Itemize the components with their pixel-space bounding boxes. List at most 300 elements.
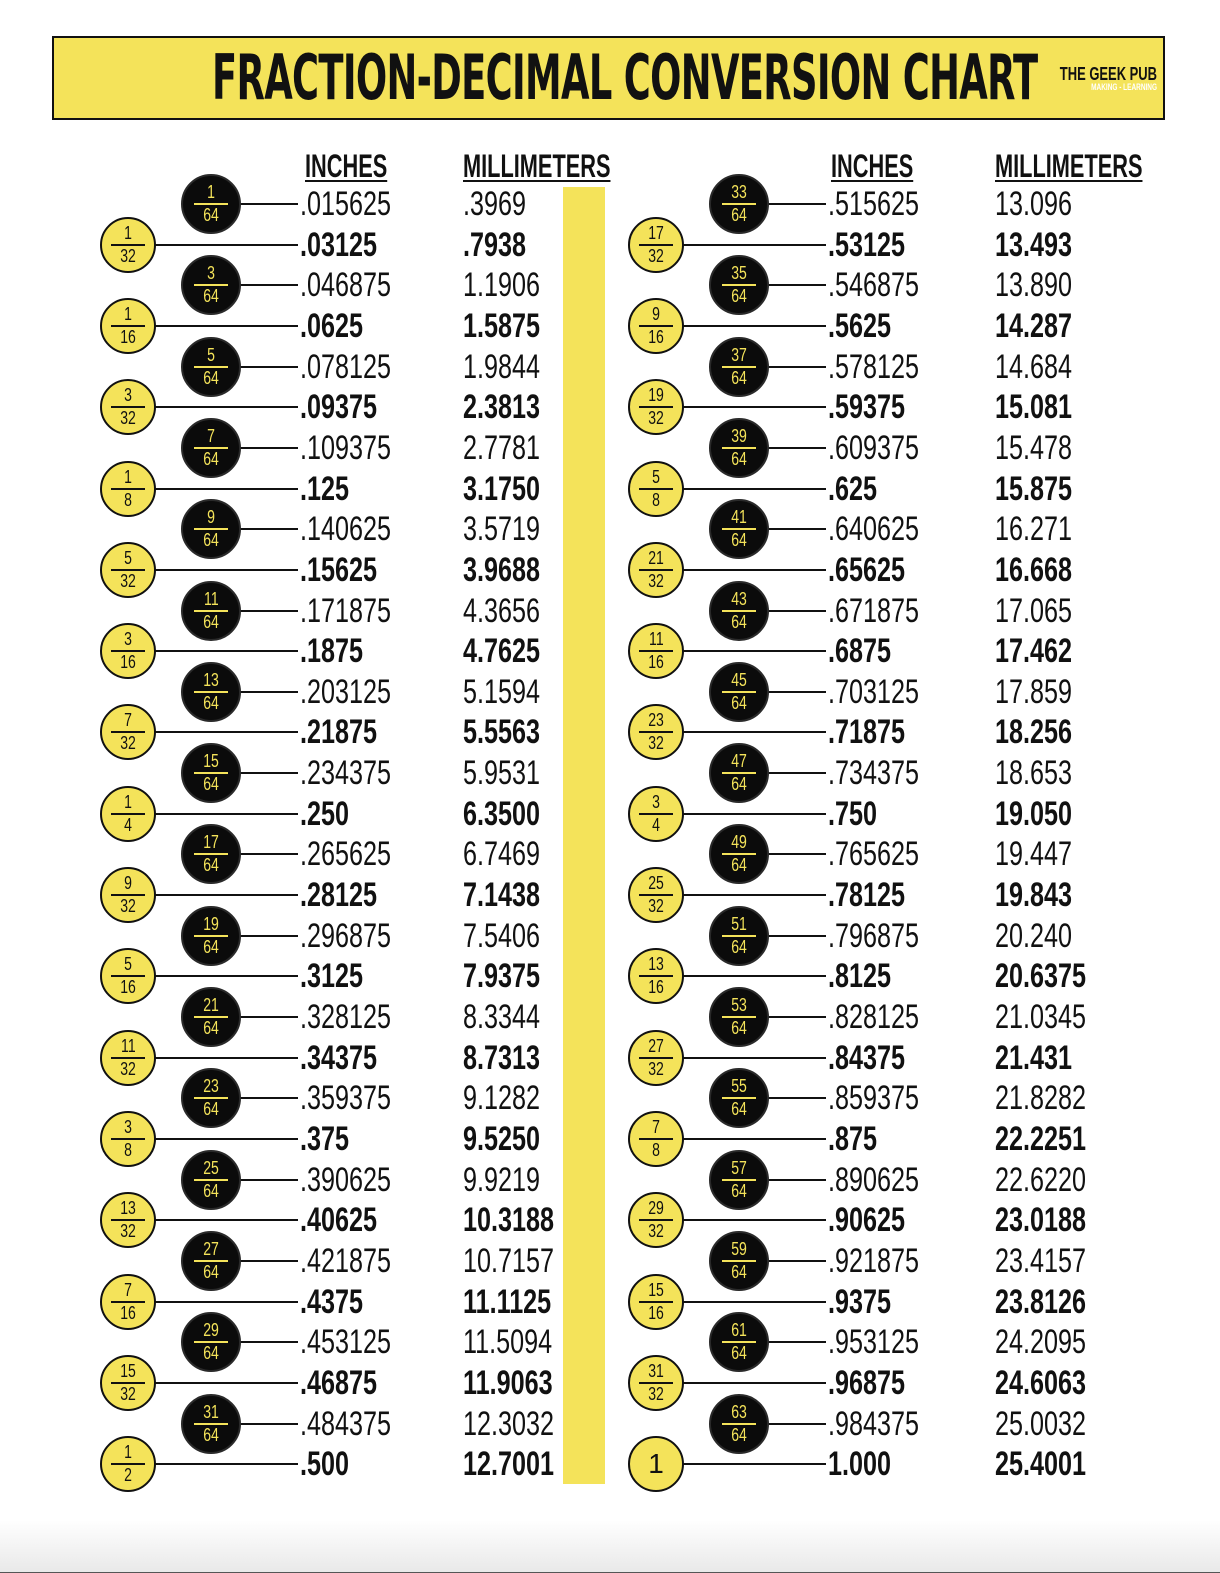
fraction-numerator: 1 <box>124 303 132 324</box>
fraction-badge <box>100 1111 156 1167</box>
fraction-numerator: 1 <box>207 182 215 202</box>
leader-line <box>240 935 298 937</box>
fraction-badge <box>100 623 156 679</box>
fraction-denominator: 64 <box>203 530 219 551</box>
millimeters-value: 10.7157 <box>463 1241 554 1280</box>
leader-line <box>683 488 826 490</box>
inches-value: .875 <box>828 1119 877 1158</box>
fraction-numerator: 55 <box>731 1076 747 1097</box>
leader-line <box>155 325 298 327</box>
inches-value: .015625 <box>300 185 391 223</box>
fraction-denominator: 64 <box>203 1261 219 1282</box>
inches-value: .28125 <box>300 876 377 915</box>
inches-value: .859375 <box>828 1079 919 1118</box>
inches-value: .296875 <box>300 916 391 955</box>
fraction-denominator: 32 <box>120 408 136 429</box>
leader-line <box>768 1097 826 1099</box>
millimeters-value: 10.3188 <box>463 1201 554 1240</box>
fraction-badge <box>100 867 156 923</box>
millimeters-value: 4.7625 <box>463 632 540 671</box>
millimeters-value: 13.096 <box>995 185 1072 223</box>
fraction-badge <box>181 662 241 722</box>
leader-line <box>683 975 826 977</box>
fraction-badge <box>709 337 769 397</box>
inches-value: .40625 <box>300 1201 377 1240</box>
fraction-numerator: 59 <box>731 1238 747 1259</box>
inches-value: .453125 <box>300 1323 391 1362</box>
fraction-numerator: 51 <box>731 913 747 934</box>
millimeters-value: 17.065 <box>995 591 1072 630</box>
leader-line <box>155 406 298 408</box>
fraction-numerator: 25 <box>203 1157 219 1178</box>
millimeters-value: 18.256 <box>995 713 1072 752</box>
inches-value: .578125 <box>828 347 919 386</box>
leader-line <box>768 447 826 449</box>
fraction-numerator: 45 <box>731 669 747 690</box>
fraction-badge <box>709 743 769 803</box>
fraction-denominator: 8 <box>124 489 132 510</box>
inches-value: .921875 <box>828 1241 919 1280</box>
fraction-denominator: 64 <box>203 367 219 388</box>
fraction-denominator: 64 <box>731 611 747 632</box>
fraction-numerator: 23 <box>648 710 664 731</box>
inches-value: .78125 <box>828 876 905 915</box>
fraction-numerator: 17 <box>203 832 219 853</box>
fraction-badge <box>628 461 684 517</box>
fraction-denominator: 16 <box>648 326 664 347</box>
fraction-denominator: 64 <box>731 936 747 957</box>
millimeters-value: 25.0032 <box>995 1404 1086 1443</box>
fraction-badge <box>181 743 241 803</box>
fraction-denominator: 32 <box>648 1383 664 1404</box>
fraction-denominator: 64 <box>203 611 219 632</box>
inches-value: .1875 <box>300 632 363 671</box>
fraction-badge <box>100 1436 156 1492</box>
fraction-badge <box>628 867 684 923</box>
leader-line <box>683 894 826 896</box>
leader-line <box>155 975 298 977</box>
fraction-badge <box>628 217 684 273</box>
fraction-badge <box>181 418 241 478</box>
inches-value: .9375 <box>828 1282 891 1321</box>
fraction-numerator: 29 <box>203 1320 219 1341</box>
leader-line <box>240 203 298 205</box>
fraction-denominator: 64 <box>731 855 747 876</box>
inches-value: .84375 <box>828 1038 905 1077</box>
fraction-numerator: 1 <box>124 466 132 487</box>
fraction-badge <box>628 1030 684 1086</box>
millimeters-value: 17.462 <box>995 632 1072 671</box>
millimeters-value: 9.9219 <box>463 1160 540 1199</box>
inches-value: .890625 <box>828 1160 919 1199</box>
leader-line <box>155 1301 298 1303</box>
brand-tagline: MAKING - LEARNING <box>1091 82 1157 92</box>
fraction-numerator: 9 <box>124 873 132 894</box>
fraction-denominator: 8 <box>124 1139 132 1160</box>
leader-line <box>768 853 826 855</box>
fraction-numerator: 13 <box>203 669 219 690</box>
millimeters-value: 19.447 <box>995 835 1072 874</box>
millimeters-value: 9.5250 <box>463 1119 540 1158</box>
fraction-denominator: 64 <box>203 1180 219 1201</box>
leader-line <box>768 528 826 530</box>
fraction-denominator: 16 <box>120 1302 136 1323</box>
millimeters-value: 21.431 <box>995 1038 1072 1077</box>
leader-line <box>155 894 298 896</box>
inches-value: .203125 <box>300 672 391 711</box>
millimeters-value: 6.3500 <box>463 794 540 833</box>
fraction-denominator: 64 <box>731 1180 747 1201</box>
fraction-numerator: 31 <box>203 1401 219 1422</box>
millimeters-value: 12.3032 <box>463 1404 554 1443</box>
fraction-numerator: 15 <box>648 1279 664 1300</box>
leader-line <box>683 1057 826 1059</box>
inches-value: .750 <box>828 794 877 833</box>
fraction-numerator: 15 <box>203 751 219 772</box>
fraction-numerator: 31 <box>648 1360 664 1381</box>
inches-value: .109375 <box>300 428 391 467</box>
fraction-badge <box>181 255 241 315</box>
fraction-badge <box>628 379 684 435</box>
fraction-badge <box>709 174 769 234</box>
leader-line <box>240 691 298 693</box>
fraction-denominator: 64 <box>731 692 747 713</box>
millimeters-value: 11.1125 <box>463 1282 552 1321</box>
fraction-badge <box>100 1355 156 1411</box>
fraction-badge <box>181 174 241 234</box>
fraction-denominator: 32 <box>120 1221 136 1242</box>
fraction-denominator: 64 <box>731 286 747 307</box>
fraction-denominator: 32 <box>648 408 664 429</box>
fraction-numerator: 3 <box>124 629 132 650</box>
fraction-numerator: 27 <box>203 1238 219 1259</box>
leader-line <box>683 325 826 327</box>
whole-number: 1 <box>648 1448 664 1480</box>
leader-line <box>683 406 826 408</box>
leader-line <box>240 1341 298 1343</box>
fraction-badge <box>709 1231 769 1291</box>
fraction-denominator: 16 <box>120 652 136 673</box>
fraction-badge <box>709 499 769 559</box>
inches-value: .8125 <box>828 957 891 996</box>
leader-line <box>240 1423 298 1425</box>
fraction-denominator: 16 <box>648 977 664 998</box>
fraction-numerator: 53 <box>731 995 747 1015</box>
fraction-numerator: 3 <box>124 385 132 406</box>
fraction-badge <box>628 542 684 598</box>
fraction-badge <box>100 786 156 842</box>
fraction-badge <box>628 298 684 354</box>
leader-line <box>683 1382 826 1384</box>
fraction-denominator: 64 <box>731 205 747 225</box>
fraction-numerator: 39 <box>731 425 747 446</box>
fraction-badge <box>100 217 156 273</box>
fraction-numerator: 1 <box>124 791 132 812</box>
inches-value: .671875 <box>828 591 919 630</box>
leader-line <box>683 813 826 815</box>
leader-line <box>240 1016 298 1018</box>
inches-value: .640625 <box>828 510 919 549</box>
millimeters-value: 8.7313 <box>463 1038 540 1077</box>
inches-value: .0625 <box>300 306 363 345</box>
inches-value: .3125 <box>300 957 363 996</box>
fraction-badge <box>100 542 156 598</box>
fraction-numerator: 5 <box>207 344 215 365</box>
fraction-denominator: 64 <box>203 1424 219 1445</box>
yellow-divider-stripe <box>563 187 605 1484</box>
fraction-denominator: 64 <box>203 1099 219 1120</box>
millimeters-value: 15.081 <box>995 388 1072 427</box>
fraction-badge <box>709 581 769 641</box>
inches-value: .03125 <box>300 225 377 264</box>
page-title: FRACTION-DECIMAL CONVERSION CHART <box>212 41 1038 114</box>
inches-value: .359375 <box>300 1079 391 1118</box>
inches-value: .796875 <box>828 916 919 955</box>
millimeters-value: 22.6220 <box>995 1160 1086 1199</box>
inches-value: .265625 <box>300 835 391 874</box>
millimeters-value: 2.7781 <box>463 428 540 467</box>
fraction-numerator: 5 <box>124 547 132 568</box>
fraction-denominator: 32 <box>120 733 136 754</box>
fraction-denominator: 32 <box>648 733 664 754</box>
millimeters-value: 24.2095 <box>995 1323 1086 1362</box>
inches-value: .250 <box>300 794 349 833</box>
fraction-numerator: 27 <box>648 1035 664 1056</box>
leader-line <box>683 1138 826 1140</box>
fraction-badge <box>100 298 156 354</box>
millimeters-value: 1.1906 <box>463 266 540 305</box>
fraction-badge <box>181 1312 241 1372</box>
fraction-denominator: 32 <box>120 245 136 266</box>
leader-line <box>155 731 298 733</box>
leader-line <box>768 203 826 205</box>
millimeters-value: 13.890 <box>995 266 1072 305</box>
leader-line <box>155 1463 298 1465</box>
leader-line <box>155 1138 298 1140</box>
fraction-denominator: 64 <box>731 367 747 388</box>
fraction-denominator: 64 <box>203 286 219 307</box>
inches-value: 1.000 <box>828 1445 891 1484</box>
fraction-badge <box>628 1111 684 1167</box>
inches-value: .421875 <box>300 1241 391 1280</box>
millimeters-value: 5.5563 <box>463 713 540 752</box>
leader-line <box>155 244 298 246</box>
fraction-denominator: 32 <box>120 1383 136 1404</box>
fraction-badge <box>181 987 241 1047</box>
fraction-denominator: 4 <box>124 814 132 835</box>
fraction-badge <box>628 1274 684 1330</box>
fraction-denominator: 32 <box>648 896 664 917</box>
fraction-numerator: 37 <box>731 344 747 365</box>
leader-line <box>240 528 298 530</box>
inches-value: .500 <box>300 1445 349 1484</box>
fraction-badge <box>181 1231 241 1291</box>
fraction-badge <box>100 1192 156 1248</box>
millimeters-value: 20.240 <box>995 916 1072 955</box>
millimeters-value: 1.9844 <box>463 347 540 386</box>
fraction-numerator: 47 <box>731 751 747 772</box>
fraction-numerator: 25 <box>648 873 664 894</box>
fraction-badge <box>181 1068 241 1128</box>
inches-value: .328125 <box>300 998 391 1036</box>
leader-line <box>683 1301 826 1303</box>
inches-header-right: INCHES <box>831 148 914 184</box>
inches-header-left: INCHES <box>305 148 388 184</box>
millimeters-value: .3969 <box>463 185 526 223</box>
millimeters-value: 5.9531 <box>463 754 540 793</box>
fraction-numerator: 49 <box>731 832 747 853</box>
fraction-denominator: 16 <box>648 652 664 673</box>
fraction-denominator: 64 <box>203 936 219 957</box>
millimeters-value: 2.3813 <box>463 388 540 427</box>
leader-line <box>768 691 826 693</box>
inches-value: .484375 <box>300 1404 391 1443</box>
inches-value: .703125 <box>828 672 919 711</box>
fraction-denominator: 2 <box>124 1465 132 1486</box>
millimeters-value: 21.0345 <box>995 998 1086 1036</box>
fraction-numerator: 29 <box>648 1198 664 1219</box>
fraction-numerator: 5 <box>124 954 132 975</box>
fraction-denominator: 32 <box>120 1058 136 1079</box>
millimeters-value: 16.668 <box>995 550 1072 589</box>
millimeters-value: 14.684 <box>995 347 1072 386</box>
millimeters-value: 23.8126 <box>995 1282 1086 1321</box>
leader-line <box>155 813 298 815</box>
inches-value: .4375 <box>300 1282 363 1321</box>
fraction-numerator: 1 <box>124 222 132 243</box>
millimeters-value: 25.4001 <box>995 1445 1086 1484</box>
fraction-badge <box>181 1150 241 1210</box>
fraction-badge <box>709 1150 769 1210</box>
fraction-denominator: 64 <box>203 1343 219 1364</box>
inches-value: .828125 <box>828 998 919 1036</box>
fraction-badge <box>100 1274 156 1330</box>
fraction-badge <box>628 948 684 1004</box>
millimeters-value: 11.9063 <box>463 1363 553 1402</box>
fraction-badge <box>628 786 684 842</box>
fraction-badge <box>709 418 769 478</box>
fraction-denominator: 64 <box>731 530 747 551</box>
leader-line <box>768 1016 826 1018</box>
window-bottom-edge <box>0 1520 1220 1573</box>
leader-line <box>155 1382 298 1384</box>
fraction-numerator: 1 <box>124 1442 132 1463</box>
leader-line <box>683 731 826 733</box>
fraction-numerator: 3 <box>207 263 215 284</box>
leader-line <box>240 1179 298 1181</box>
fraction-badge <box>709 1312 769 1372</box>
inches-value: .953125 <box>828 1323 919 1362</box>
fraction-denominator: 64 <box>203 692 219 713</box>
fraction-badge <box>181 1394 241 1454</box>
fraction-numerator: 21 <box>203 995 219 1015</box>
inches-value: .53125 <box>828 225 905 264</box>
fraction-numerator: 7 <box>124 1279 132 1300</box>
fraction-numerator: 13 <box>120 1198 136 1219</box>
inches-value: .65625 <box>828 550 905 589</box>
inches-value: .46875 <box>300 1363 377 1402</box>
inches-value: .625 <box>828 469 877 508</box>
millimeters-value: 17.859 <box>995 672 1072 711</box>
millimeters-value: .7938 <box>463 225 526 264</box>
fraction-numerator: 19 <box>203 913 219 934</box>
millimeters-value: 11.5094 <box>463 1323 553 1362</box>
millimeters-value: 15.875 <box>995 469 1072 508</box>
leader-line <box>240 447 298 449</box>
fraction-badge <box>181 824 241 884</box>
millimeters-value: 3.1750 <box>463 469 540 508</box>
fraction-denominator: 64 <box>203 774 219 795</box>
fraction-numerator: 63 <box>731 1401 747 1422</box>
millimeters-value: 20.6375 <box>995 957 1086 996</box>
millimeters-header-left: MILLIMETERS <box>463 148 611 184</box>
brand-logo <box>1022 65 1157 92</box>
millimeters-value: 23.4157 <box>995 1241 1086 1280</box>
inches-value: .765625 <box>828 835 919 874</box>
fraction-badge <box>100 948 156 1004</box>
millimeters-value: 21.8282 <box>995 1079 1086 1118</box>
inches-value: .171875 <box>300 591 391 630</box>
inches-value: .234375 <box>300 754 391 793</box>
leader-line <box>240 772 298 774</box>
fraction-numerator: 43 <box>731 588 747 609</box>
leader-line <box>768 1179 826 1181</box>
fraction-denominator: 64 <box>731 1343 747 1364</box>
fraction-numerator: 11 <box>120 1035 136 1056</box>
inches-value: .59375 <box>828 388 905 427</box>
fraction-denominator: 64 <box>203 205 219 225</box>
leader-line <box>240 1097 298 1099</box>
fraction-denominator: 64 <box>731 1424 747 1445</box>
fraction-denominator: 64 <box>731 448 747 469</box>
leader-line <box>768 366 826 368</box>
fraction-badge <box>709 824 769 884</box>
fraction-badge <box>709 1068 769 1128</box>
millimeters-value: 23.0188 <box>995 1201 1086 1240</box>
inches-value: .078125 <box>300 347 391 386</box>
fraction-denominator: 64 <box>731 1261 747 1282</box>
fraction-badge <box>709 662 769 722</box>
fraction-badge <box>628 1192 684 1248</box>
leader-line <box>155 650 298 652</box>
inches-value: .546875 <box>828 266 919 305</box>
millimeters-value: 13.493 <box>995 225 1072 264</box>
millimeters-value: 3.9688 <box>463 550 540 589</box>
fraction-denominator: 64 <box>203 855 219 876</box>
fraction-denominator: 64 <box>731 1099 747 1120</box>
inches-value: .90625 <box>828 1201 905 1240</box>
fraction-numerator: 35 <box>731 263 747 284</box>
fraction-numerator: 7 <box>207 425 215 446</box>
millimeters-value: 8.3344 <box>463 998 540 1036</box>
fraction-badge <box>100 1030 156 1086</box>
inches-value: .125 <box>300 469 349 508</box>
fraction-badge <box>181 581 241 641</box>
inches-value: .984375 <box>828 1404 919 1443</box>
fraction-denominator: 64 <box>731 774 747 795</box>
leader-line <box>240 284 298 286</box>
leader-line <box>768 1260 826 1262</box>
fraction-denominator: 16 <box>120 977 136 998</box>
fraction-numerator: 3 <box>652 791 660 812</box>
inches-value: .21875 <box>300 713 377 752</box>
leader-line <box>240 610 298 612</box>
fraction-numerator: 7 <box>124 710 132 731</box>
fraction-badge <box>100 704 156 760</box>
fraction-badge <box>181 499 241 559</box>
millimeters-value: 7.1438 <box>463 876 540 915</box>
inches-value: .09375 <box>300 388 377 427</box>
